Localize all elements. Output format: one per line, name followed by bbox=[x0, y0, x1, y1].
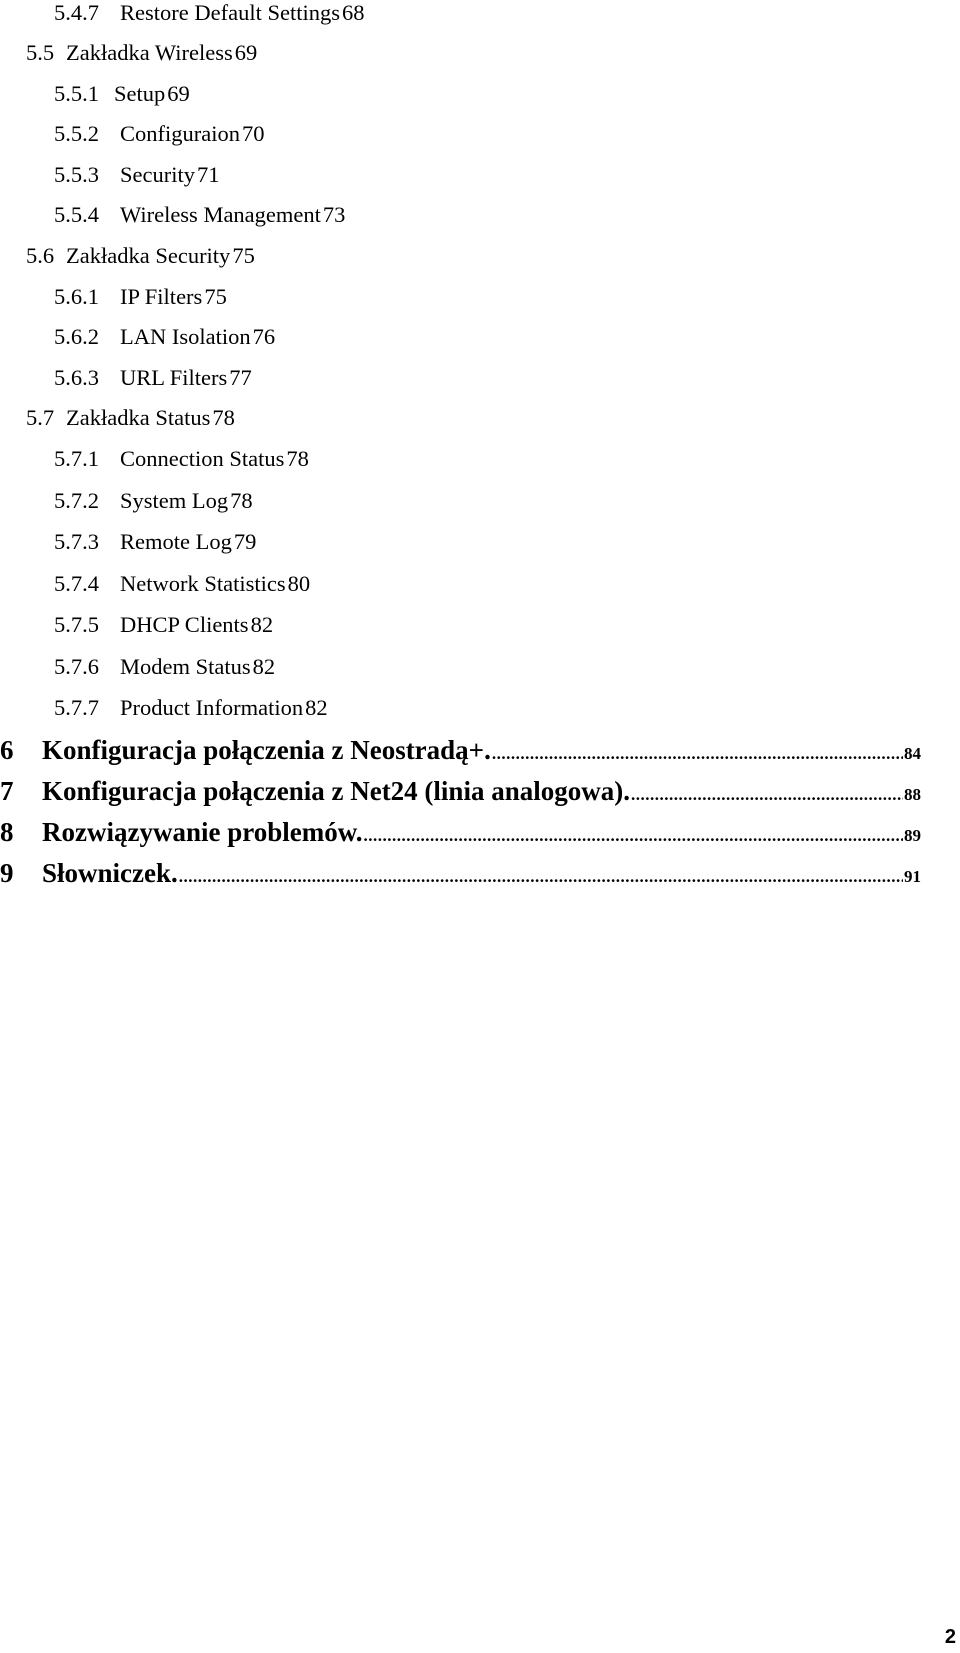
toc-chapter-title: Konfiguracja połączenia z Neostradą+. bbox=[42, 735, 491, 765]
toc-entry-page: 75 bbox=[204, 284, 227, 309]
toc-entry-number: 5.7.2 bbox=[54, 488, 99, 513]
toc-entry[interactable] bbox=[26, 405, 235, 431]
toc-chapter-number: 7 bbox=[0, 776, 14, 806]
toc-entry-title: Product Information bbox=[120, 695, 304, 720]
dot-leader bbox=[492, 744, 903, 764]
toc-entry-page: 77 bbox=[229, 365, 252, 390]
toc-entry-page: 80 bbox=[287, 571, 311, 596]
toc-entry-title: Modem Status bbox=[120, 654, 251, 679]
toc-entry-page: 78 bbox=[286, 446, 309, 471]
toc-chapter-page: 89 bbox=[904, 826, 921, 845]
toc-chapter[interactable] bbox=[0, 817, 921, 848]
toc-entry-number: 5.7.5 bbox=[54, 612, 99, 637]
toc-entry-number: 5.7.3 bbox=[54, 529, 99, 554]
toc-chapter-number: 9 bbox=[0, 858, 14, 888]
dot-leader bbox=[631, 785, 903, 805]
toc-entry-number: 5.6.3 bbox=[54, 365, 99, 390]
toc-entry-page: 78 bbox=[212, 405, 235, 430]
toc-entry-number: 5.6 bbox=[26, 243, 55, 268]
toc-entry-number: 5.7.6 bbox=[54, 654, 99, 679]
toc-entry-title: IP Filters bbox=[120, 284, 203, 309]
toc-entry-title: URL Filters bbox=[120, 365, 228, 390]
toc-entry-number: 5.7.7 bbox=[54, 695, 99, 720]
toc-chapter-title: Rozwiązywanie problemów. bbox=[42, 817, 363, 847]
dot-leader bbox=[363, 826, 903, 846]
toc-chapter-page: 88 bbox=[904, 785, 921, 804]
toc-entry-page: 69 bbox=[167, 81, 190, 106]
toc-entry-number: 5.7.1 bbox=[54, 446, 99, 471]
toc-entry-page: 79 bbox=[233, 529, 257, 554]
toc-entry[interactable] bbox=[26, 40, 258, 66]
toc-entry-page: 82 bbox=[305, 695, 328, 720]
toc-entry-title: Setup bbox=[114, 81, 166, 106]
toc-entry-page: 78 bbox=[230, 488, 253, 513]
toc-entry-title: System Log bbox=[120, 488, 229, 513]
toc-chapter[interactable] bbox=[0, 776, 921, 807]
toc-entry-number: 5.7.4 bbox=[54, 571, 99, 596]
toc-entry-number: 5.7 bbox=[26, 405, 55, 430]
toc-chapter-title: Słowniczek. bbox=[42, 858, 178, 888]
toc-entry-title: Remote Log bbox=[120, 529, 232, 554]
toc-entry-page: 69 bbox=[234, 40, 258, 65]
toc-entry-page: 82 bbox=[252, 654, 276, 679]
toc-entry-page: 68 bbox=[341, 0, 365, 25]
toc-entry-number: 5.5.2 bbox=[54, 121, 99, 146]
toc-entry-number: 5.5.4 bbox=[54, 202, 99, 227]
toc-entry-title: Wireless Management bbox=[120, 202, 321, 227]
toc-entry-title: Restore Default Settings bbox=[120, 0, 340, 25]
toc-entry-title: LAN Isolation bbox=[120, 324, 251, 349]
toc-chapter-number: 6 bbox=[0, 735, 14, 765]
toc-entry-page: 70 bbox=[241, 121, 265, 146]
toc-entry-number: 5.4.7 bbox=[54, 0, 99, 25]
toc-chapter[interactable] bbox=[0, 858, 921, 889]
toc-entry-number: 5.6.1 bbox=[54, 284, 99, 309]
toc-entry-title: Connection Status bbox=[120, 446, 285, 471]
toc-entry-title: Security bbox=[120, 162, 195, 187]
page-number: 2 bbox=[944, 1626, 956, 1648]
dot-leader bbox=[179, 867, 903, 887]
toc-entry-page: 73 bbox=[322, 202, 346, 227]
toc-chapter[interactable] bbox=[0, 735, 921, 766]
toc-entry-number: 5.5 bbox=[26, 40, 55, 65]
toc-entry-page: 71 bbox=[196, 162, 220, 187]
toc-entry-title: DHCP Clients bbox=[120, 612, 249, 637]
toc-entry-title: Zakładka Wireless bbox=[66, 40, 233, 65]
toc-entry-number: 5.5.3 bbox=[54, 162, 99, 187]
toc-entry-number: 5.5.1 bbox=[54, 81, 99, 106]
toc-entry-title: Configuraion bbox=[120, 121, 240, 146]
toc-entry-page: 82 bbox=[250, 612, 274, 637]
toc-entry-page: 76 bbox=[252, 324, 276, 349]
toc-entry-page: 75 bbox=[232, 243, 255, 268]
toc-entry[interactable] bbox=[26, 243, 255, 269]
toc-chapter-page: 84 bbox=[904, 744, 921, 763]
toc-entry-number: 5.6.2 bbox=[54, 324, 99, 349]
toc-entry-title: Network Statistics bbox=[120, 571, 286, 596]
toc-chapter-page: 91 bbox=[904, 867, 921, 886]
toc-chapter-title: Konfiguracja połączenia z Net24 (linia analogowa). bbox=[42, 776, 630, 806]
toc-chapter-number: 8 bbox=[0, 817, 14, 847]
toc-entry-title: Zakładka Security bbox=[66, 243, 231, 268]
toc-entry-title: Zakładka Status bbox=[66, 405, 211, 430]
